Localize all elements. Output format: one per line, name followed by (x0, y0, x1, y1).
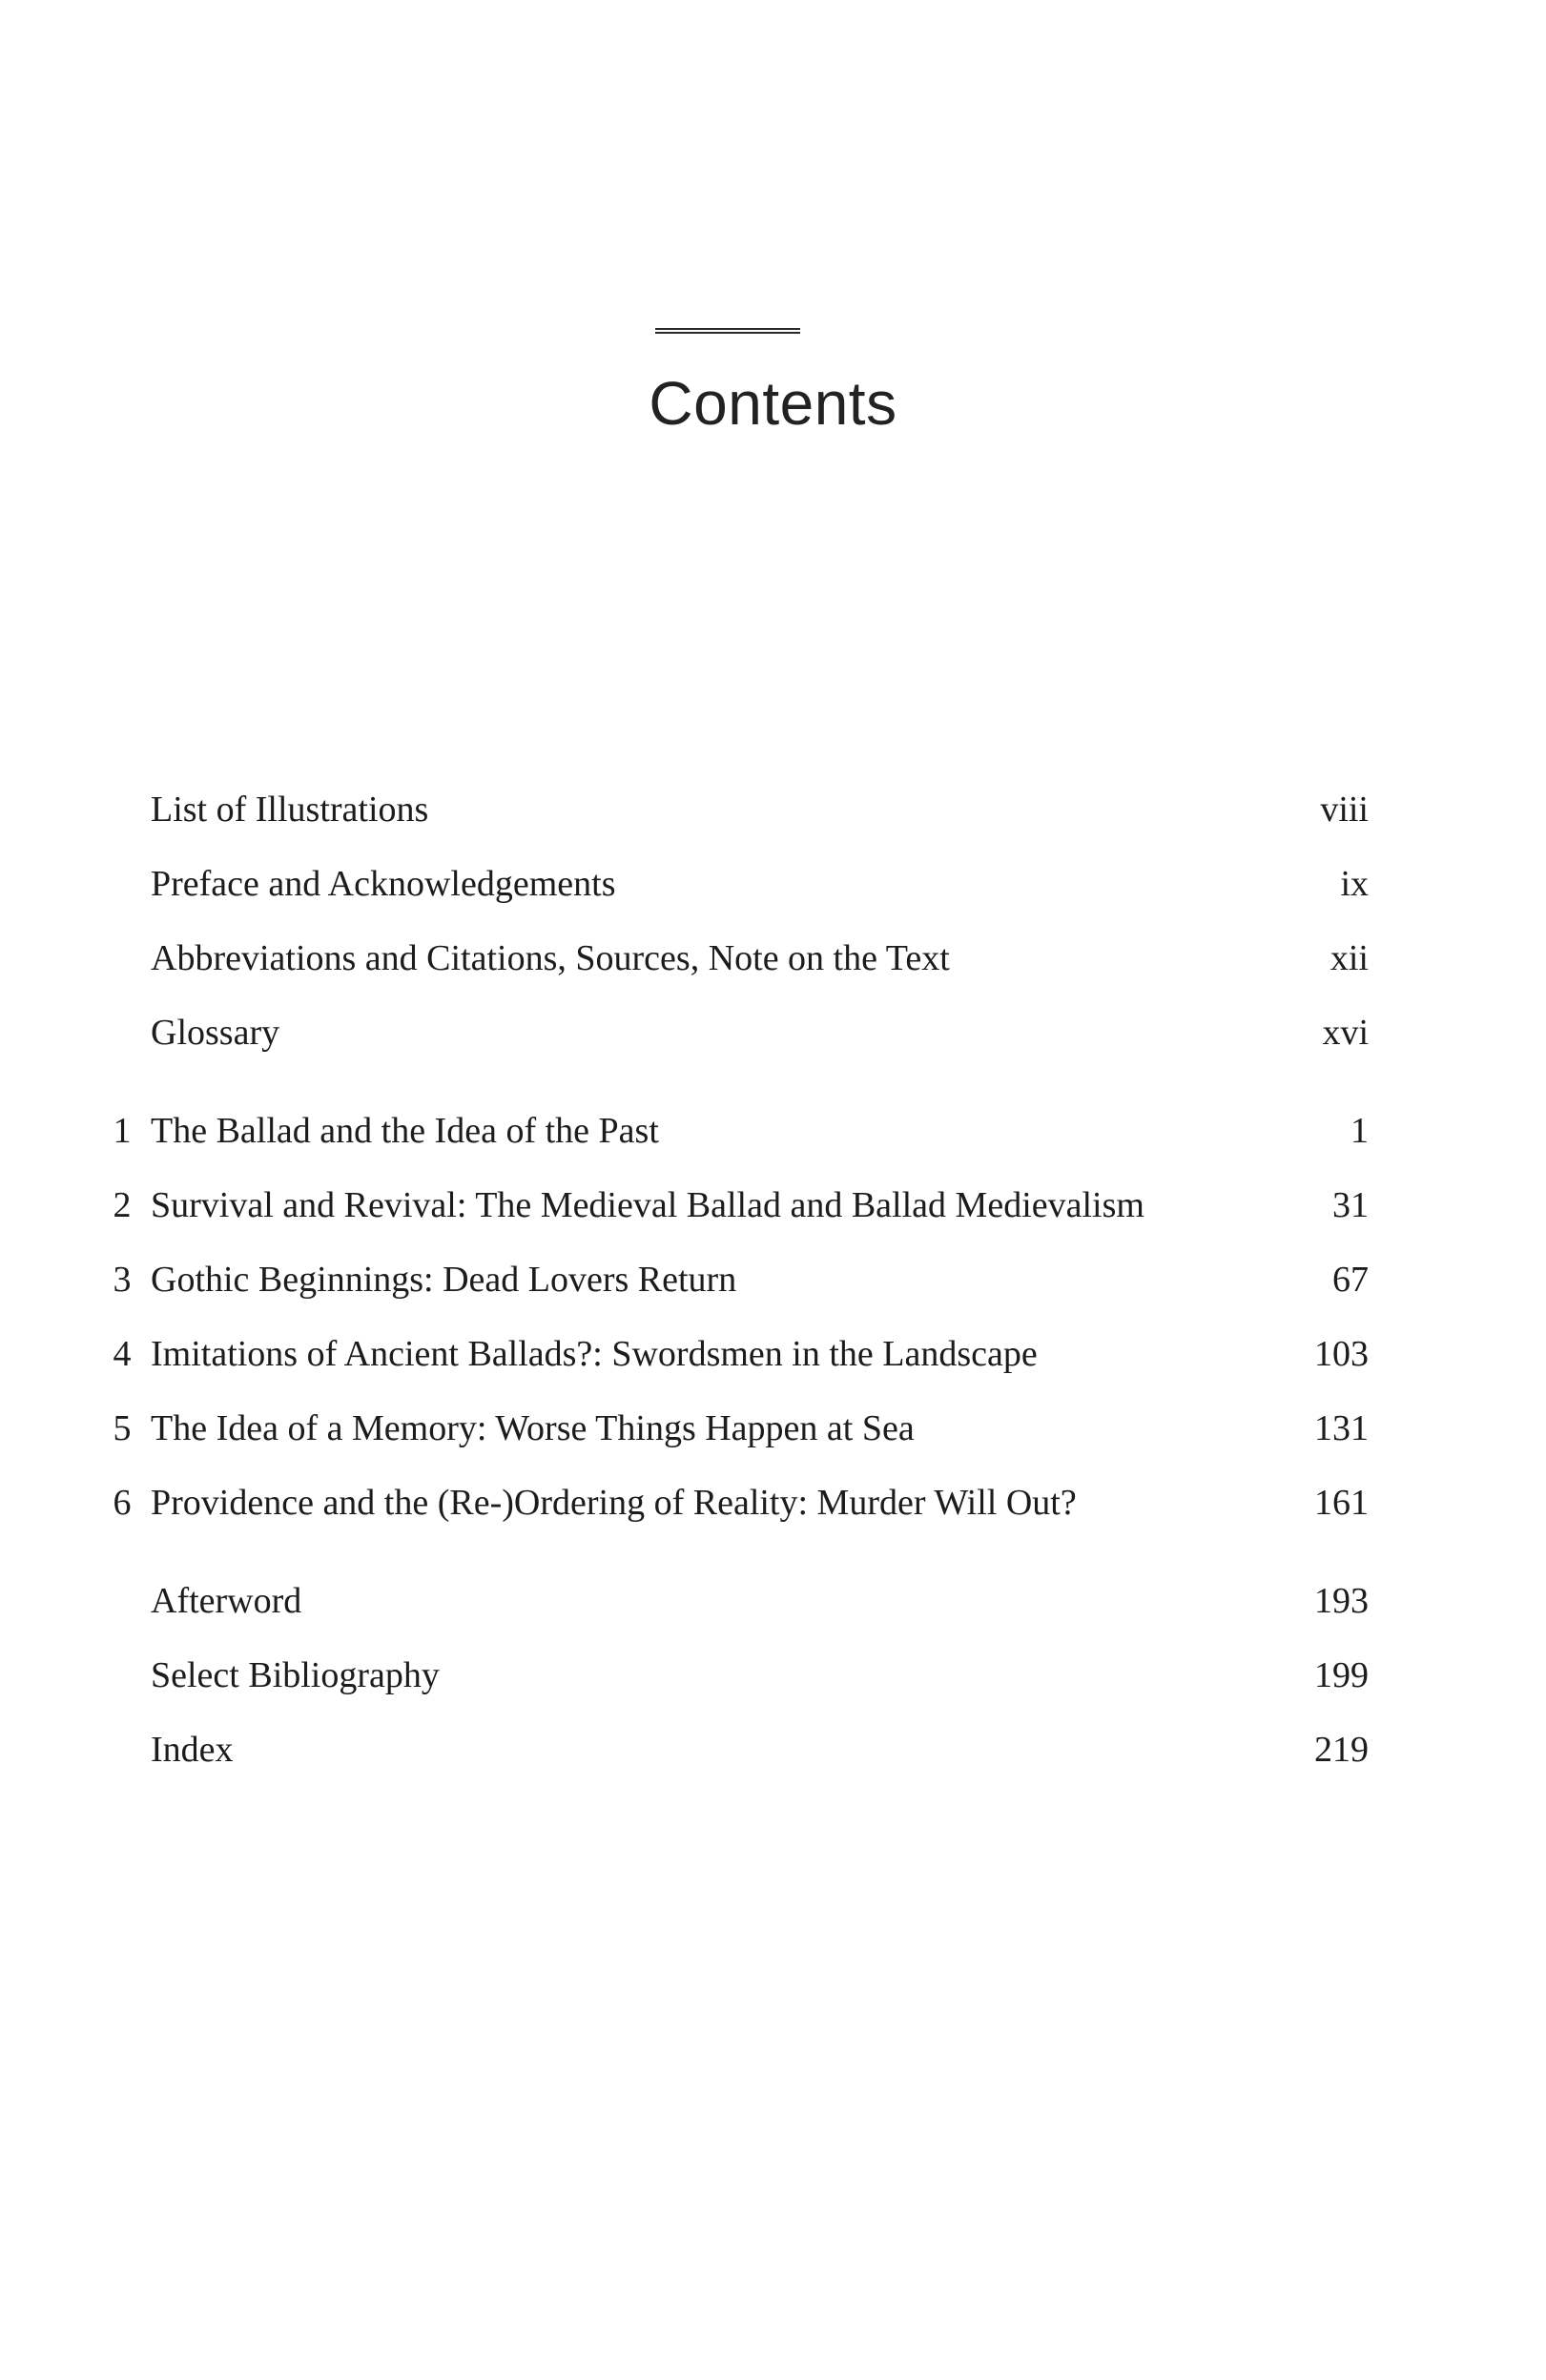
front-matter-list (0, 772, 1546, 1070)
toc-entry-page: 199 (1314, 1655, 1369, 1695)
chapter-page: 103 (1314, 1334, 1369, 1374)
chapter-number: 3 (113, 1260, 132, 1300)
toc-entry-page: viii (1320, 790, 1369, 830)
toc-entry-page: 219 (1314, 1730, 1369, 1770)
chapter-number: 6 (113, 1483, 132, 1523)
toc-entry-label: Index (151, 1730, 234, 1770)
chapter-page: 161 (1314, 1483, 1369, 1523)
toc-entry-label: List of Illustrations (151, 790, 429, 830)
toc-entry-label: Select Bibliography (151, 1655, 440, 1695)
chapter-number: 5 (113, 1408, 132, 1448)
chapter-title: Survival and Revival: The Medieval Ballad and Ballad Medievalism (151, 1185, 1144, 1225)
chapter-number: 4 (113, 1334, 132, 1374)
toc-chapter-5[interactable] (0, 1391, 1546, 1466)
toc-entry-label: Abbreviations and Citations, Sources, Note on the Text (151, 938, 950, 978)
toc-entry-page: xii (1330, 938, 1369, 978)
toc-entry-page: ix (1340, 864, 1369, 904)
chapter-number: 2 (113, 1185, 132, 1225)
toc-chapter-6[interactable] (0, 1466, 1546, 1540)
toc-chapter-1[interactable] (0, 1094, 1546, 1168)
chapter-title: Providence and the (Re-)Ordering of Reality: Murder Will Out? (151, 1483, 1077, 1523)
toc-entry-index[interactable] (0, 1713, 1546, 1787)
toc-entry-label: Glossary (151, 1013, 280, 1053)
chapter-page: 67 (1332, 1260, 1369, 1300)
chapter-number: 1 (113, 1111, 132, 1151)
chapter-page: 131 (1314, 1408, 1369, 1448)
toc-entry-select-bibliography[interactable] (0, 1638, 1546, 1713)
chapter-title: Imitations of Ancient Ballads?: Swordsmen in the Landscape (151, 1334, 1038, 1374)
chapter-page: 31 (1332, 1185, 1369, 1225)
toc-chapter-3[interactable] (0, 1242, 1546, 1317)
toc-entry-page: 193 (1314, 1581, 1369, 1621)
chapter-title: Gothic Beginnings: Dead Lovers Return (151, 1260, 737, 1300)
title-rule (655, 328, 800, 337)
page-title: Contents (649, 369, 897, 438)
toc-entry-list-of-illustrations[interactable] (0, 772, 1546, 847)
toc-chapter-2[interactable] (0, 1168, 1546, 1242)
chapter-title: The Ballad and the Idea of the Past (151, 1111, 659, 1151)
toc-entry-afterword[interactable] (0, 1564, 1546, 1638)
chapter-title: The Idea of a Memory: Worse Things Happen at Sea (151, 1408, 915, 1448)
toc-chapter-4[interactable] (0, 1317, 1546, 1391)
toc-entry-glossary[interactable] (0, 995, 1546, 1070)
toc-entry-preface[interactable] (0, 847, 1546, 921)
back-matter-list (0, 1564, 1546, 1787)
toc-entry-page: xvi (1322, 1013, 1369, 1053)
toc-entry-label: Preface and Acknowledgements (151, 864, 616, 904)
toc-entry-label: Afterword (151, 1581, 302, 1621)
chapter-page: 1 (1350, 1111, 1369, 1151)
toc-entry-abbreviations[interactable] (0, 921, 1546, 995)
chapter-list (0, 1094, 1546, 1540)
